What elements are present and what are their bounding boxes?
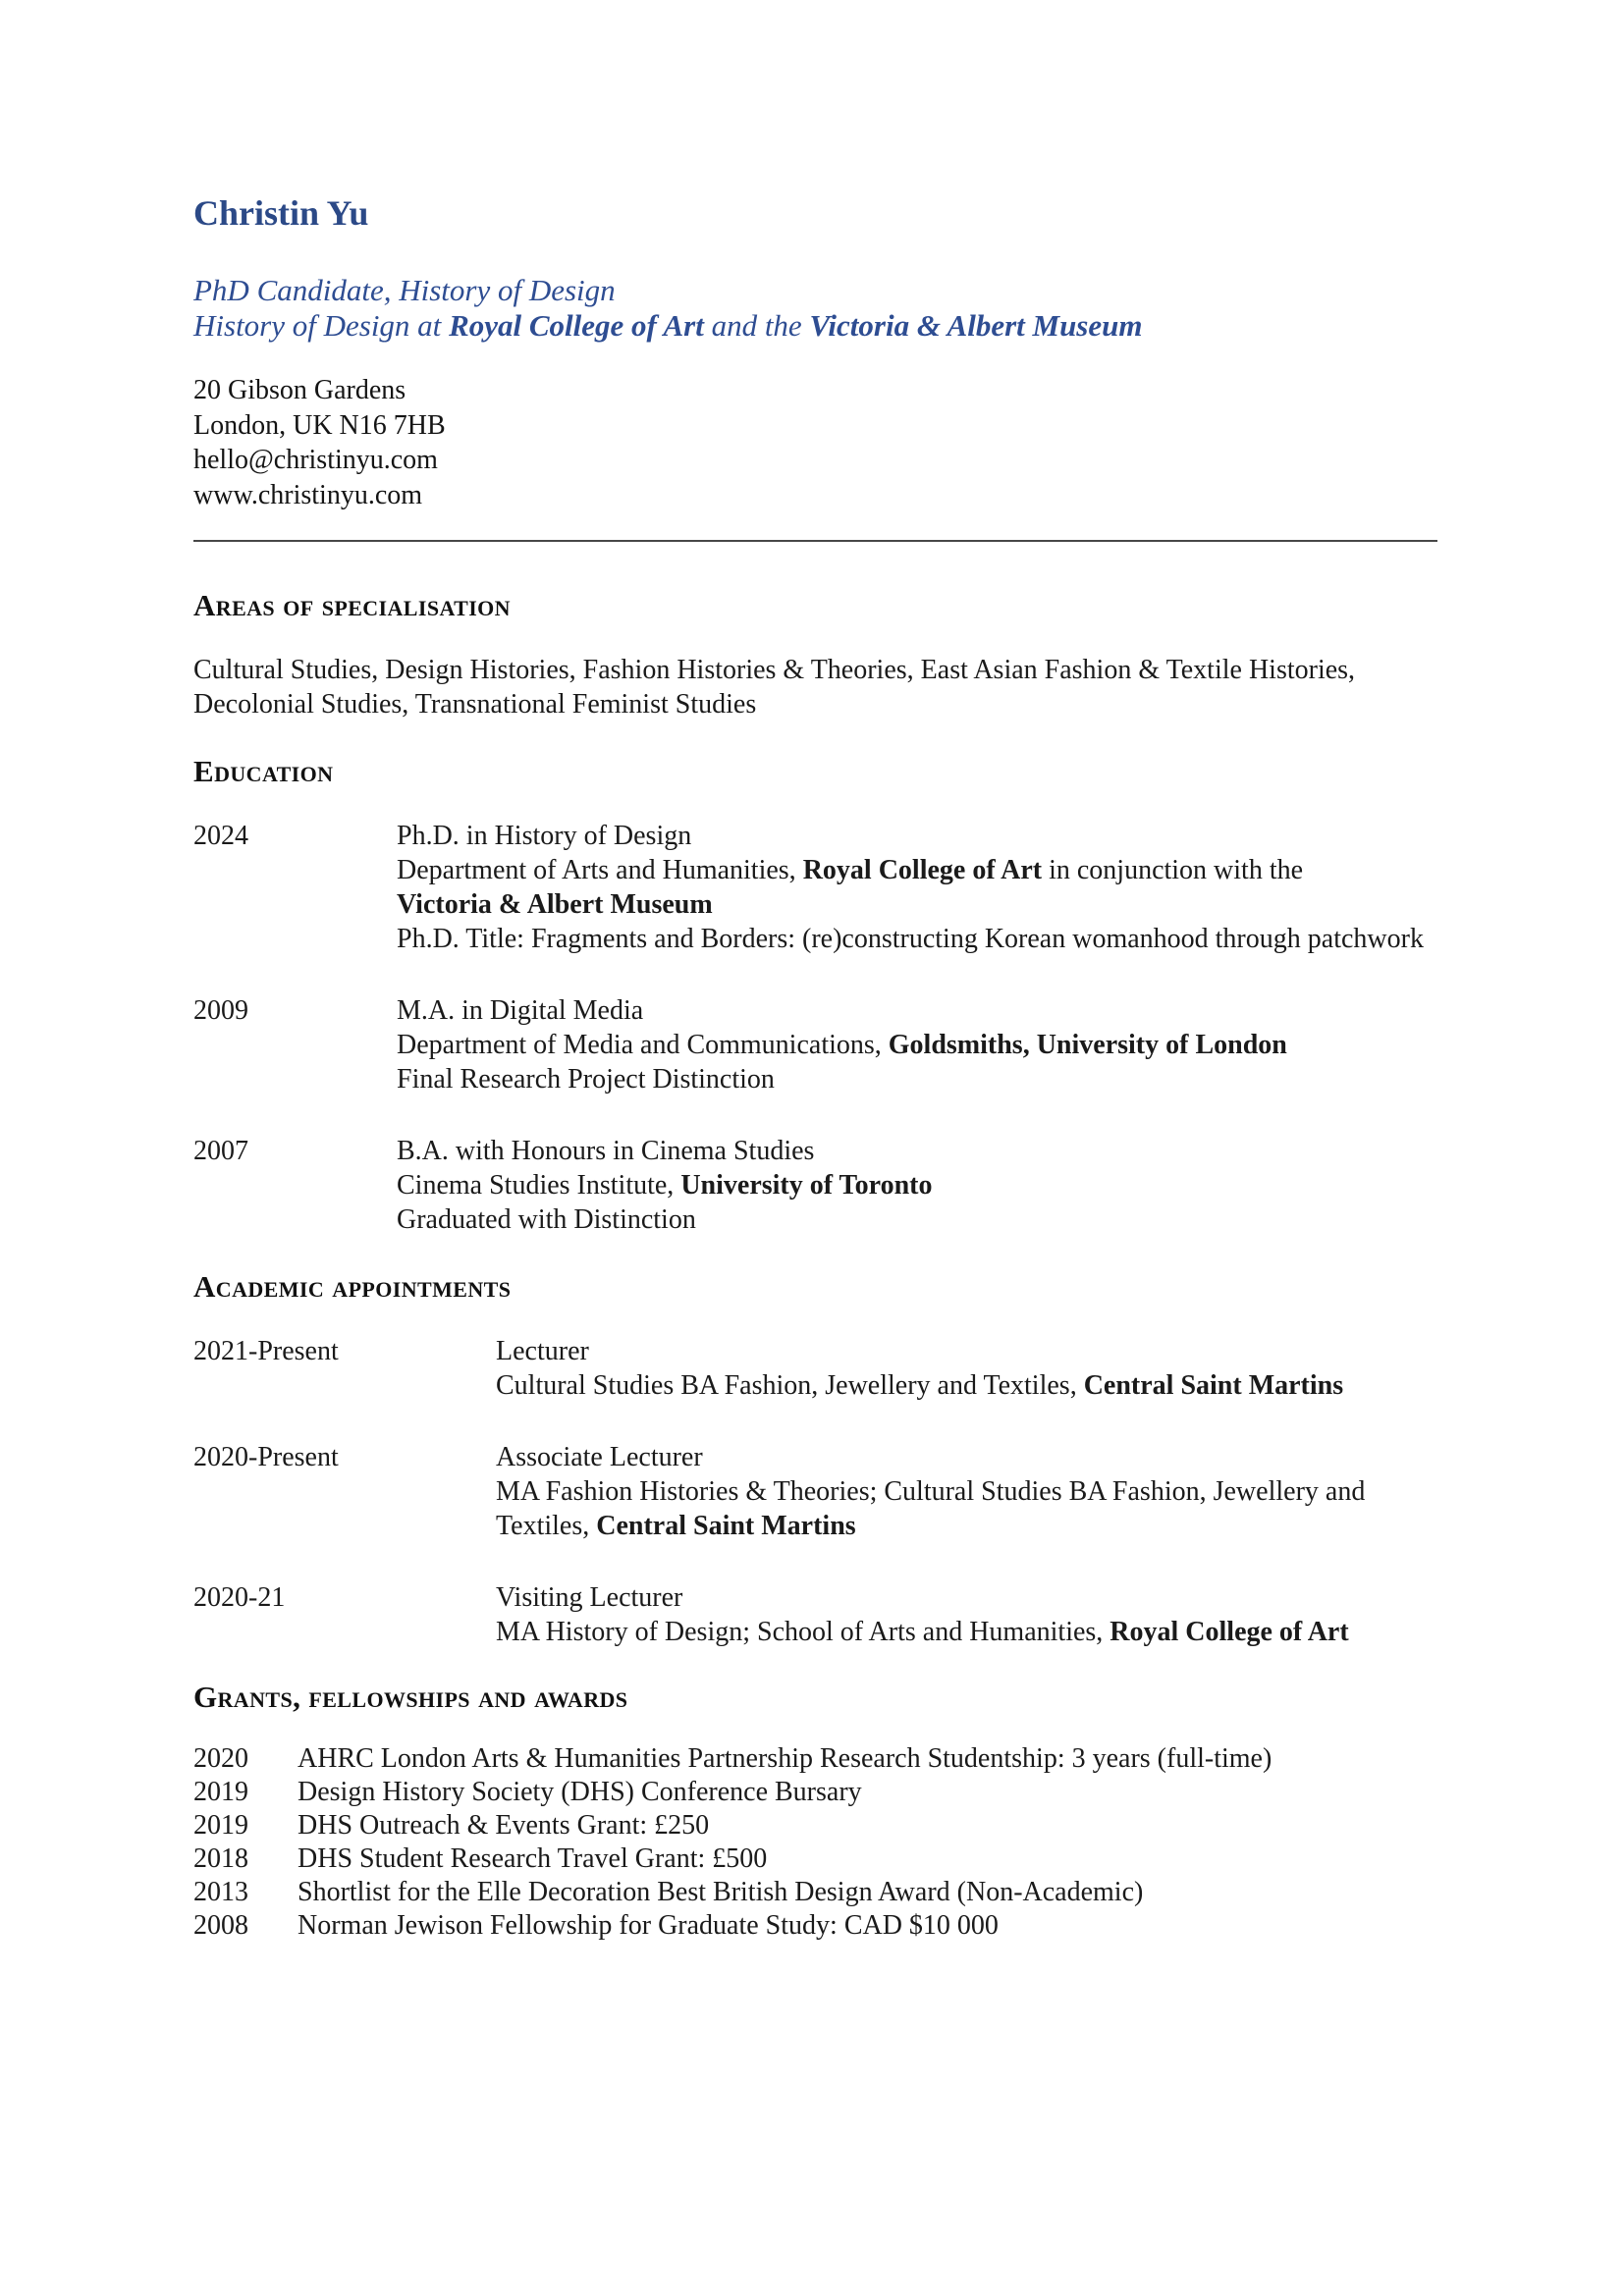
entry-year: 2024 — [193, 821, 248, 851]
entry-row — [193, 1134, 1437, 1237]
section-academic-appointments — [193, 1268, 1437, 1649]
entry-line — [298, 1776, 1437, 1809]
entry-row — [193, 1440, 1437, 1543]
institution-name-bold: Royal College of Art — [802, 855, 1043, 885]
entry-line — [298, 1876, 1437, 1909]
education-entries — [193, 819, 1437, 1237]
entry-year: 2020-Present — [193, 1442, 339, 1472]
entry-line — [496, 1474, 1437, 1543]
text-segment: Shortlist for the Elle Decoration Best British Design Award (Non-Academic) — [298, 1877, 1144, 1907]
text-segment: Department of Media and Communications, — [397, 1030, 889, 1060]
entry-line — [496, 1334, 1437, 1368]
entry-description — [496, 1440, 1437, 1543]
text-segment: Department of Arts and Humanities, — [397, 855, 803, 885]
institution-name-bold: Victoria & Albert Museum — [397, 889, 713, 920]
text-segment: Associate Lecturer — [496, 1442, 703, 1472]
entry-description — [298, 1842, 1437, 1876]
entry-year: 2019 — [193, 1810, 248, 1841]
entry-line — [298, 1809, 1437, 1842]
section-grants-fellowships-awards — [193, 1679, 1437, 1943]
entry-line — [298, 1909, 1437, 1943]
entry-year: 2021-Present — [193, 1336, 339, 1366]
entry-row — [193, 993, 1437, 1096]
institution-name-bold: Royal College of Art — [1110, 1617, 1349, 1647]
text-segment: Final Research Project Distinction — [397, 1064, 775, 1095]
subtitle-line-1: PhD Candidate, History of Design — [193, 273, 616, 307]
entry-line — [298, 1742, 1437, 1776]
text-segment: Cultural Studies BA Fashion, Jewellery and Textiles, — [496, 1370, 1084, 1401]
entry-year: 2009 — [193, 995, 248, 1026]
entry-line — [496, 1580, 1437, 1615]
entry-line — [397, 853, 1437, 922]
person-subtitle — [193, 273, 1437, 344]
entry-description — [496, 1334, 1437, 1403]
text-segment: DHS Student Research Travel Grant: £500 — [298, 1843, 768, 1874]
entry-line — [397, 1202, 1437, 1237]
text-segment: M.A. in Digital Media — [397, 995, 644, 1026]
entry-line — [496, 1368, 1437, 1403]
entry-year: 2008 — [193, 1910, 248, 1941]
entry-line — [298, 1842, 1437, 1876]
text-segment: DHS Outreach & Events Grant: £250 — [298, 1810, 710, 1841]
institution-name-bold: Goldsmiths, University of London — [888, 1030, 1287, 1060]
entry-row — [193, 819, 1437, 956]
address-line-2: London, UK N16 7HB — [193, 409, 446, 441]
header-divider — [193, 540, 1437, 542]
contact-block — [193, 373, 1437, 512]
text-segment: Lecturer — [496, 1336, 589, 1366]
entry-year: 2013 — [193, 1877, 248, 1907]
text-segment: Cinema Studies Institute, — [397, 1170, 681, 1201]
entry-description — [397, 1134, 1437, 1237]
section-heading-education: Education — [193, 754, 334, 788]
institution-name-bold: Central Saint Martins — [596, 1511, 856, 1541]
entry-line — [397, 819, 1437, 853]
text-segment: in conjunction with the — [1042, 855, 1304, 885]
email-address: hello@christinyu.com — [193, 445, 438, 475]
section-heading-appointments: Academic appointments — [193, 1269, 512, 1304]
entry-line — [397, 993, 1437, 1028]
entry-line — [397, 1062, 1437, 1096]
text-segment: Ph.D. in History of Design — [397, 821, 692, 851]
text-segment: History of Design at — [193, 308, 450, 343]
institution-name-bold: Central Saint Martins — [1083, 1370, 1344, 1401]
entry-description — [298, 1909, 1437, 1943]
text-segment: MA History of Design; School of Arts and Humanities, — [496, 1617, 1110, 1647]
entry-year: 2020 — [193, 1743, 248, 1774]
entry-row — [193, 1742, 1437, 1776]
text-segment: MA Fashion Histories & Theories; Cultural Studies BA Fashion, Jewellery and Textiles, — [496, 1476, 1366, 1541]
website-url: www.christinyu.com — [193, 479, 423, 510]
grant-entries — [193, 1742, 1437, 1943]
entry-description — [496, 1580, 1437, 1649]
entry-row — [193, 1580, 1437, 1649]
text-segment: Design History Society (DHS) Conference Bursary — [298, 1777, 862, 1807]
entry-description — [298, 1776, 1437, 1809]
entry-year: 2007 — [193, 1136, 248, 1166]
entry-row — [193, 1776, 1437, 1809]
text-segment: and the — [703, 308, 810, 343]
address-line-1: 20 Gibson Gardens — [193, 375, 406, 405]
person-name: Christin Yu — [193, 193, 369, 233]
section-heading-grants: Grants, fellowships and awards — [193, 1680, 628, 1714]
entry-row — [193, 1876, 1437, 1909]
entry-row — [193, 1809, 1437, 1842]
entry-line — [496, 1615, 1437, 1649]
section-heading-specialisation: Areas of specialisation — [193, 588, 511, 622]
text-segment: Norman Jewison Fellowship for Graduate Study: CAD $10 000 — [298, 1910, 999, 1941]
entry-description — [397, 819, 1437, 956]
text-segment: B.A. with Honours in Cinema Studies — [397, 1136, 815, 1166]
entry-description — [397, 993, 1437, 1096]
entry-line — [496, 1440, 1437, 1474]
entry-line — [397, 1028, 1437, 1062]
entry-row — [193, 1842, 1437, 1876]
appointment-entries — [193, 1334, 1437, 1649]
section-specialisation — [193, 587, 1437, 721]
entry-year: 2019 — [193, 1777, 248, 1807]
institution-name-bold: Victoria & Albert Museum — [809, 308, 1143, 343]
entry-row — [193, 1909, 1437, 1943]
institution-name-bold: University of Toronto — [680, 1170, 933, 1201]
entry-line — [397, 1134, 1437, 1168]
entry-description — [298, 1876, 1437, 1909]
entry-row — [193, 1334, 1437, 1403]
text-segment: Visiting Lecturer — [496, 1582, 683, 1613]
entry-line — [397, 1168, 1437, 1202]
institution-name-bold: Royal College of Art — [449, 308, 704, 343]
entry-description — [298, 1809, 1437, 1842]
text-segment: Ph.D. Title: Fragments and Borders: (re)constructing Korean womanhood through patchwork — [397, 924, 1424, 954]
entry-year: 2018 — [193, 1843, 248, 1874]
entry-year: 2020-21 — [193, 1582, 286, 1613]
entry-description — [298, 1742, 1437, 1776]
text-segment: Graduated with Distinction — [397, 1204, 696, 1235]
subtitle-line-2 — [193, 308, 1437, 344]
text-segment: AHRC London Arts & Humanities Partnership Research Studentship: 3 years (full-time) — [298, 1743, 1272, 1774]
entry-line — [397, 922, 1437, 956]
section-education — [193, 753, 1437, 1237]
specialisation-text: Cultural Studies, Design Histories, Fashion Histories & Theories, East Asian Fashion & Textile Histories, Decolonial Studies, Transnational Feminist Studies — [193, 655, 1356, 720]
